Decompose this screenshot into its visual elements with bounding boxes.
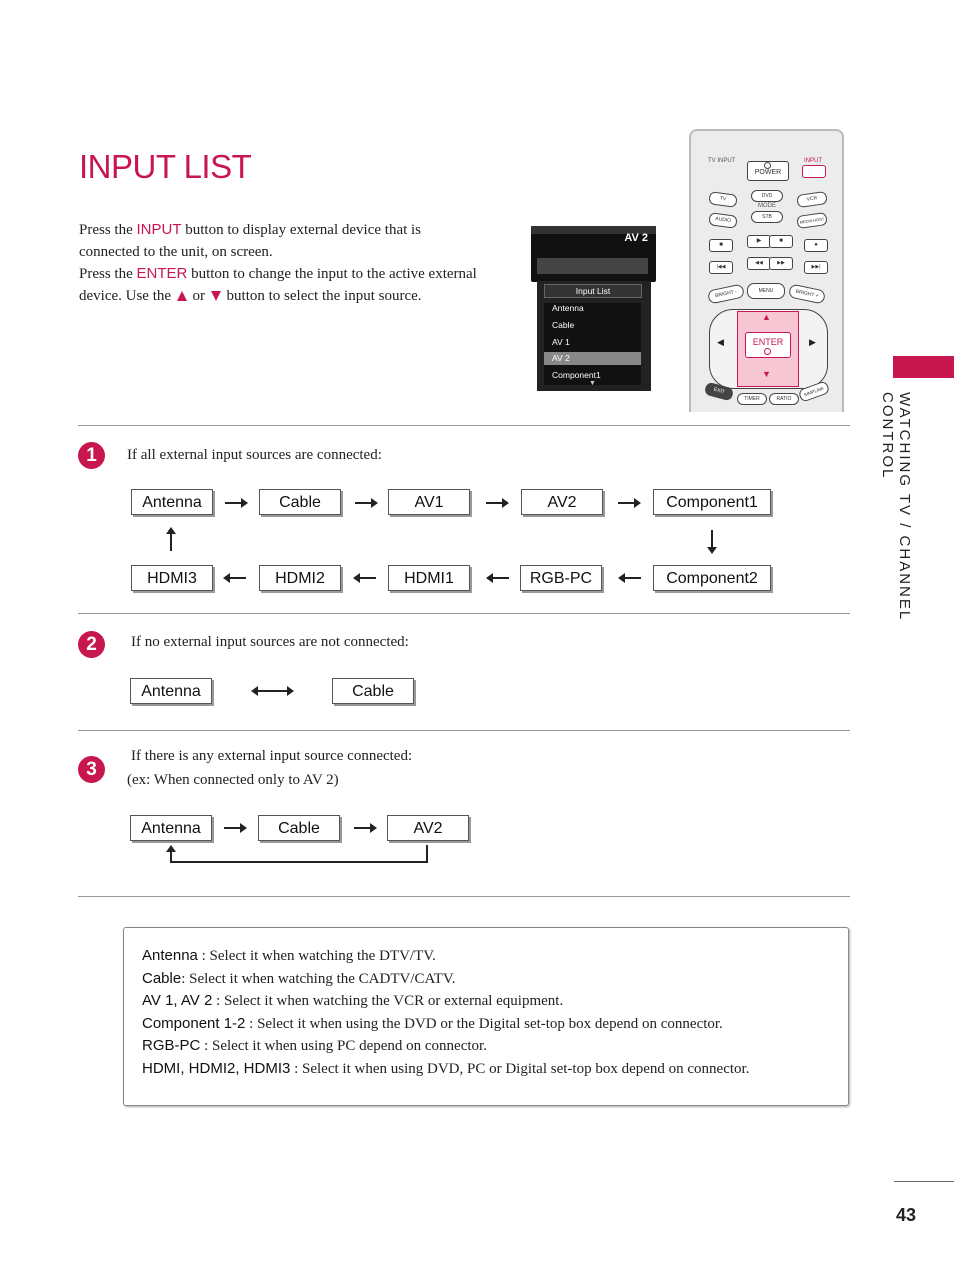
intro-text: or xyxy=(188,287,209,304)
section3-example: (ex: When connected only to AV 2) xyxy=(127,772,339,788)
arrow-right-icon xyxy=(618,502,639,504)
arrow-right-icon xyxy=(225,502,246,504)
legend-desc: : Select it when using PC depend on connector. xyxy=(200,1038,487,1054)
legend-row xyxy=(142,1060,749,1078)
tv-input-label: TV INPUT xyxy=(708,158,736,164)
nav-up-icon[interactable]: ▲ xyxy=(762,312,771,322)
flow-box-cable: Cable xyxy=(258,815,340,841)
dvd-label: DVD xyxy=(761,193,773,199)
tv-mode-button[interactable] xyxy=(708,191,738,208)
arrow-down-icon xyxy=(711,530,713,551)
arrow-left-icon xyxy=(225,577,246,579)
menu-item[interactable]: Cable xyxy=(552,320,575,330)
exit-label: EXIT xyxy=(712,386,726,396)
legend-row xyxy=(142,970,455,988)
arrow-right-icon xyxy=(224,827,245,829)
down-arrow-icon xyxy=(211,291,221,301)
intro-text: button to display external device that is connected to the unit, on screen. xyxy=(79,222,422,260)
input-list-menu xyxy=(537,281,651,391)
bright-minus-button[interactable] xyxy=(707,283,745,304)
section1-note: If all external input sources are connected: xyxy=(127,447,382,463)
legend-term: AV 1, AV 2 xyxy=(142,992,213,1009)
record-button[interactable]: ■ xyxy=(709,239,733,252)
intro-paragraph-1 xyxy=(79,219,484,263)
section-tab-marker xyxy=(893,356,954,378)
forward-button[interactable]: ▶▶ xyxy=(769,257,793,270)
media-host-button[interactable] xyxy=(796,212,828,229)
input-label: INPUT xyxy=(804,158,822,164)
legend-term: Antenna xyxy=(142,947,198,964)
loop-line xyxy=(170,861,428,863)
divider xyxy=(78,613,850,614)
arrow-left-head-icon xyxy=(251,686,258,696)
step-number-3: 3 xyxy=(78,756,105,783)
menu-item[interactable]: AV 1 xyxy=(552,337,570,347)
bright-plus-button[interactable] xyxy=(788,283,826,304)
section3-note: If there is any external input source connected: xyxy=(131,748,413,764)
enter-dot-icon xyxy=(764,348,771,355)
menu-item[interactable]: Antenna xyxy=(552,303,584,313)
legend-row xyxy=(142,1037,487,1055)
menu-title: Input List xyxy=(544,284,642,298)
skip-back-button[interactable]: |◀◀ xyxy=(709,261,733,274)
vcr-mode-button[interactable] xyxy=(796,191,828,208)
input-key-label: INPUT xyxy=(136,221,182,238)
enter-key-label: ENTER xyxy=(136,265,188,282)
legend-term: RGB-PC xyxy=(142,1037,201,1054)
menu-item[interactable]: Component1 xyxy=(552,370,601,380)
legend-term: HDMI, HDMI2, HDMI3 xyxy=(142,1060,291,1077)
flow-box-antenna: Antenna xyxy=(130,815,212,841)
legend-desc: : Select it when watching the DTV/TV. xyxy=(197,948,436,964)
ratio-label: RATIO xyxy=(776,396,792,402)
rec-dot-button[interactable]: ● xyxy=(804,239,828,252)
legend-row xyxy=(142,947,436,965)
menu-scroll-down-icon: ▼ xyxy=(589,380,596,387)
tv-screen-illustration xyxy=(531,226,656,282)
mode-label: MODE xyxy=(758,203,776,209)
nav-left-icon[interactable]: ◀ xyxy=(717,337,724,347)
audio-label: AUDIO xyxy=(714,215,732,225)
legend-row xyxy=(142,1015,723,1033)
legend-row xyxy=(142,992,563,1010)
enter-label: ENTER xyxy=(752,337,784,347)
divider xyxy=(78,730,850,731)
flow-box-component2: Component2 xyxy=(653,565,771,591)
screen-bar-lower xyxy=(537,258,648,274)
flow-box-cable: Cable xyxy=(259,489,341,515)
section2-note: If no external input sources are not connected: xyxy=(131,634,409,650)
stb-mode-button[interactable] xyxy=(751,211,783,223)
dvd-mode-button[interactable] xyxy=(751,190,783,202)
menu-item-selected[interactable]: AV 2 xyxy=(552,353,570,363)
stop-button[interactable]: ■ xyxy=(769,235,793,248)
menu-label: MENU xyxy=(758,288,774,294)
media-host-label: MEDIA HOST xyxy=(799,216,825,225)
section-title-vertical: WATCHING TV / CHANNEL CONTROL xyxy=(879,392,913,621)
simplink-label: SIMPLINK xyxy=(803,385,825,398)
power-icon xyxy=(764,162,771,169)
flow-box-rgb-pc: RGB-PC xyxy=(520,565,602,591)
flow-box-av1: AV1 xyxy=(388,489,470,515)
arrow-left-icon xyxy=(620,577,641,579)
arrow-up-icon xyxy=(170,530,172,551)
intro-text: Press the xyxy=(79,222,137,238)
skip-forward-button[interactable]: ▶▶| xyxy=(804,261,828,274)
menu-button[interactable] xyxy=(747,283,785,299)
tv-label: TV xyxy=(719,195,727,203)
flow-box-av2: AV2 xyxy=(387,815,469,841)
intro-text: button to select the input source. xyxy=(222,287,422,304)
up-arrow-icon xyxy=(177,291,187,301)
step-number-1: 1 xyxy=(78,442,105,469)
arrow-left-icon xyxy=(488,577,509,579)
play-button[interactable]: ▶ xyxy=(747,235,771,248)
stb-label: STB xyxy=(762,214,772,220)
step-number-2: 2 xyxy=(78,631,105,658)
arrow-bidirectional-icon xyxy=(256,690,292,692)
loop-arrow-up-icon xyxy=(170,848,172,863)
timer-button[interactable] xyxy=(737,393,767,405)
intro-text: Press the xyxy=(79,266,137,282)
legend-term: Component 1-2 xyxy=(142,1015,246,1032)
arrow-left-icon xyxy=(355,577,376,579)
arrow-right-icon xyxy=(486,502,507,504)
bright-plus-label: BRIGHT + xyxy=(795,288,819,300)
flow-box-component1: Component1 xyxy=(653,489,771,515)
timer-label: TIMER xyxy=(744,396,760,402)
legend-term: Cable xyxy=(142,970,182,987)
nav-down-icon[interactable]: ▼ xyxy=(762,369,771,379)
audio-mode-button[interactable] xyxy=(708,212,738,229)
legend-desc: : Select it when using DVD, PC or Digital set-top box depend on connector. xyxy=(290,1061,750,1077)
nav-right-icon[interactable]: ▶ xyxy=(809,337,816,347)
intro-paragraph-2 xyxy=(79,263,484,307)
arrow-right-icon xyxy=(355,502,376,504)
divider xyxy=(78,425,850,426)
rewind-button[interactable]: ◀◀ xyxy=(747,257,771,270)
divider xyxy=(78,896,850,897)
legend-desc: : Select it when using the DVD or the Digital set-top box depend on connector. xyxy=(245,1016,723,1032)
flow-box-antenna: Antenna xyxy=(131,489,213,515)
flow-box-hdmi1: HDMI1 xyxy=(388,565,470,591)
power-label: POWER xyxy=(754,169,782,176)
flow-box-hdmi3: HDMI3 xyxy=(131,565,213,591)
bright-minus-label: BRIGHT - xyxy=(714,288,738,300)
legend-box xyxy=(123,927,849,1106)
vcr-label: VCR xyxy=(806,195,818,203)
arrow-right-icon xyxy=(354,827,375,829)
legend-desc: : Select it when watching the VCR or external equipment. xyxy=(212,993,564,1009)
legend-desc: : Select it when watching the CADTV/CATV. xyxy=(181,971,456,987)
intro-text: button to change the input to the active external device. Use the xyxy=(79,266,477,304)
input-button[interactable] xyxy=(802,165,826,178)
footer-line xyxy=(894,1181,954,1182)
screen-source-label: AV 2 xyxy=(624,232,648,244)
remote-control-illustration xyxy=(689,129,844,412)
flow-box-av2: AV2 xyxy=(521,489,603,515)
ratio-button[interactable] xyxy=(769,393,799,405)
flow-box-hdmi2: HDMI2 xyxy=(259,565,341,591)
page-number: 43 xyxy=(896,1205,917,1225)
page-title: INPUT LIST xyxy=(79,148,252,185)
flow-box-cable: Cable xyxy=(332,678,414,704)
flow-box-antenna: Antenna xyxy=(130,678,212,704)
